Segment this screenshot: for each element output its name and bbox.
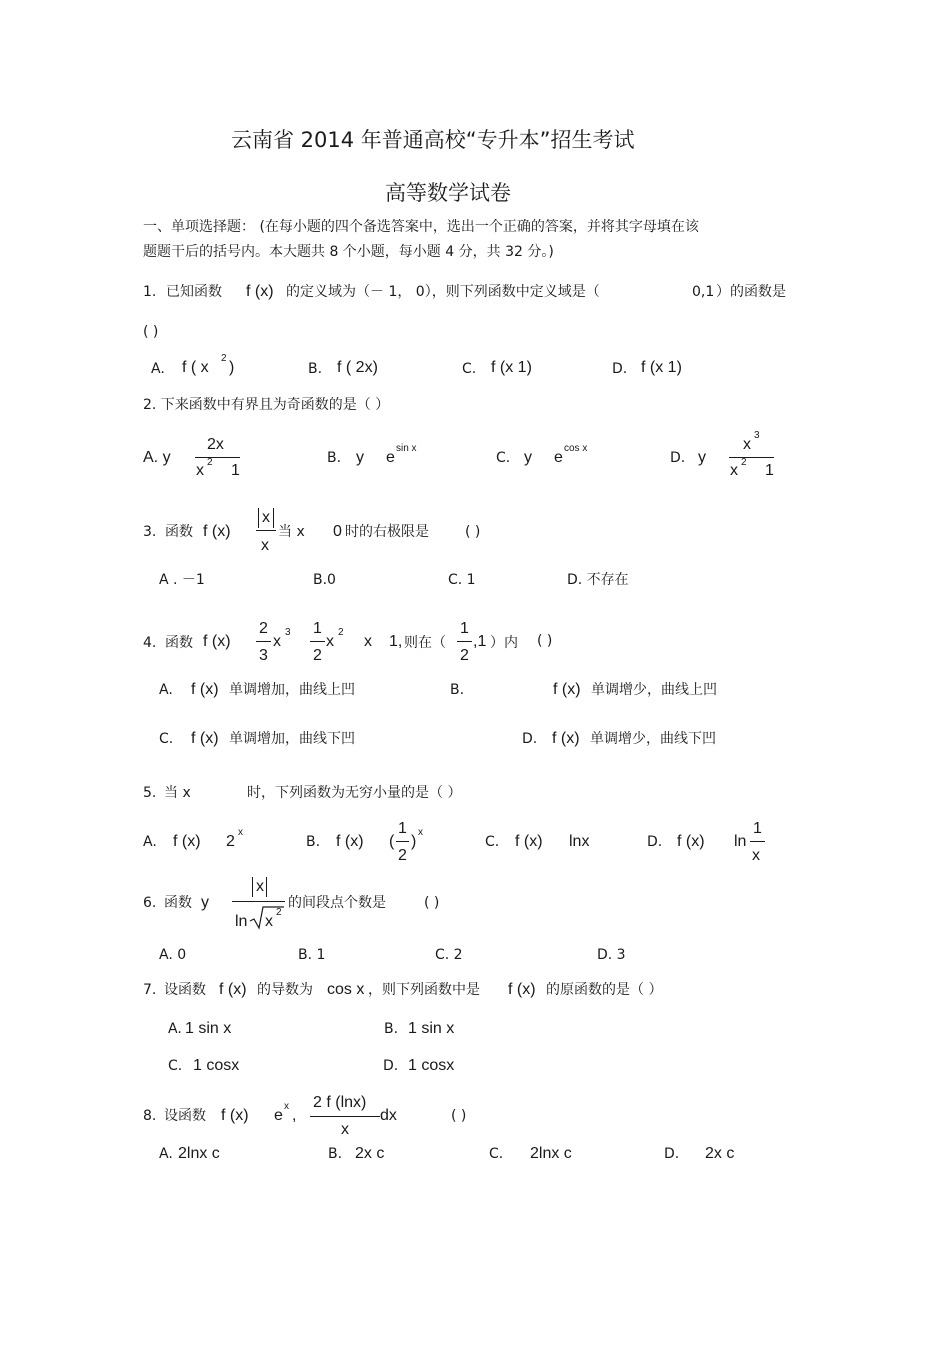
q6-number: 6. — [143, 895, 157, 911]
q6-abs-x: x — [256, 878, 264, 895]
exam-title: 云南省 2014 年普通高校“专升本”招生考试 — [231, 128, 635, 152]
q5-option-d-ln: ln — [734, 833, 747, 850]
q7-cos: cos x — [327, 981, 365, 998]
q4-x-linear: x — [364, 633, 372, 650]
q7-option-b: 1 sin x — [408, 1020, 455, 1037]
q6-option-b: B. 1 — [298, 947, 326, 963]
q3-denominator: x — [261, 537, 269, 554]
q7-option-d-label: D. — [383, 1058, 399, 1074]
q5-option-b-num: 1 — [398, 820, 407, 837]
q3-option-c: C. 1 — [448, 572, 476, 588]
q2-option-d-label: D. — [670, 450, 686, 466]
q3-abs-left — [258, 508, 259, 528]
q7-option-d: 1 cosx — [408, 1057, 455, 1074]
q6-y: y — [201, 894, 209, 911]
q2-option-a-den-sup: 2 — [207, 457, 213, 468]
q6-radicand: x — [265, 913, 273, 930]
q1-stem-mid: 的定义域为（－ 1， 0），则下列函数中定义域是（ — [286, 284, 600, 300]
q2-option-c-exponent: cos x — [564, 443, 588, 454]
q1-domain: 0,1 — [692, 284, 715, 300]
q1-option-b-label: B. — [308, 361, 323, 377]
q4-interval-den: 2 — [460, 647, 469, 664]
q2-option-c-y: y — [524, 449, 532, 466]
q2-option-d-numerator: x — [743, 436, 751, 453]
section-instructions-line2: 题题干后的括号内。本大题共 8 个小题，每小题 4 分，共 32 分。) — [143, 244, 554, 260]
q5-stem-pre: 当 x — [164, 785, 191, 801]
q8-e: e — [274, 1107, 283, 1124]
q4-option-a-fx: f (x) — [191, 681, 219, 698]
q8-integrand-num: 2 f (lnx) — [313, 1094, 367, 1111]
q4-interval-end: ,1 — [473, 633, 487, 650]
q2-option-d-denominator: x — [730, 462, 738, 479]
q2-option-a-denominator: x — [196, 462, 204, 479]
q3-stem-post: 时的右极限是 — [345, 524, 429, 540]
q8-option-c: 2lnx c — [530, 1145, 572, 1162]
q4-option-c-fx: f (x) — [191, 730, 219, 747]
q4-x-squared: x — [326, 633, 334, 650]
q2-option-b-label: B. — [327, 450, 342, 466]
q1-option-d-label: D. — [612, 361, 628, 377]
q8-fx: f (x) — [221, 1107, 249, 1124]
q4-answer-paren: ( ) — [537, 633, 553, 649]
q5-option-b-label: B. — [306, 834, 321, 850]
q8-option-d-label: D. — [664, 1146, 680, 1162]
q4-coef1-num: 2 — [259, 620, 268, 637]
q5-option-c-label: C. — [485, 834, 500, 850]
q6-option-a: A. 0 — [159, 947, 187, 963]
q4-option-d: 单调增少，曲线下凹 — [590, 731, 716, 747]
q3-answer-paren: ( ) — [465, 524, 481, 540]
q1-option-a-sup: 2 — [221, 353, 227, 364]
q5-option-c-fx: f (x) — [515, 833, 543, 850]
q8-dx: dx — [380, 1107, 397, 1124]
q2-option-c-label: C. — [496, 450, 511, 466]
q2-option-c-e: e — [554, 449, 563, 466]
q5-option-d-den: x — [752, 847, 760, 864]
q4-x-cubed-sup: 3 — [285, 627, 291, 638]
q4-option-c: 单调增加，曲线下凹 — [229, 731, 355, 747]
q1-fx: f (x) — [246, 283, 274, 300]
q7-option-a: 1 sin x — [185, 1020, 232, 1037]
q1-number: 1. — [143, 284, 157, 300]
q7-option-b-label: B. — [384, 1021, 399, 1037]
q2-option-d-y: y — [698, 449, 706, 466]
q3-fraction-bar — [256, 530, 276, 531]
q7-option-c-label: C. — [168, 1058, 183, 1074]
q1-option-d: f (x 1) — [641, 359, 682, 376]
q8-integrand-den: x — [341, 1121, 349, 1138]
q3-stem-pre: 函数 — [165, 524, 193, 540]
q8-number: 8. — [143, 1108, 157, 1124]
q4-fx: f (x) — [203, 633, 231, 650]
q3-option-d: D. 不存在 — [567, 572, 629, 588]
q3-option-b: B.0 — [313, 572, 336, 588]
q5-option-a-base: 2 — [226, 833, 235, 850]
q1-option-a-pre: f ( x — [182, 359, 209, 376]
q7-option-a-label: A. — [168, 1021, 182, 1037]
q6-option-d: D. 3 — [597, 947, 626, 963]
q5-option-b-den: 2 — [398, 847, 407, 864]
q8-option-a-label: A. — [159, 1146, 173, 1162]
q8-option-d: 2x c — [705, 1145, 735, 1162]
q4-option-d-fx: f (x) — [552, 730, 580, 747]
q6-stem-post: 的间段点个数是 — [288, 895, 386, 911]
q7-stem-mid: 的导数为 — [257, 982, 313, 998]
q4-coef2-bar — [310, 641, 325, 642]
q3-when: 当 x — [278, 524, 305, 540]
q8-e-sup: x — [284, 1101, 289, 1112]
q5-option-a-exponent: x — [238, 827, 243, 838]
q5-option-a-label: A. — [143, 834, 157, 850]
q8-stem-pre: 设函数 — [164, 1108, 206, 1124]
q1-option-c-label: C. — [462, 361, 477, 377]
q6-abs-left — [252, 877, 253, 897]
q1-option-a-label: A. — [151, 361, 165, 377]
q7-stem-pre: 设函数 — [164, 982, 206, 998]
q7-stem-mid2: ，则下列函数中是 — [368, 982, 480, 998]
q3-option-a: A . －1 — [159, 572, 205, 588]
q3-zero: 0 — [333, 523, 342, 540]
q8-option-c-label: C. — [489, 1146, 504, 1162]
paper-subtitle: 高等数学试卷 — [385, 181, 511, 205]
q2-option-b-exponent: sin x — [396, 443, 417, 454]
q8-option-b: 2x c — [355, 1145, 385, 1162]
q1-option-c: f (x 1) — [491, 359, 532, 376]
q3-fx: f (x) — [203, 523, 231, 540]
q5-option-d-num: 1 — [753, 820, 762, 837]
q5-option-d-fx: f (x) — [677, 833, 705, 850]
q4-x-squared-sup: 2 — [338, 627, 344, 638]
q5-option-b-lparen: ( — [389, 833, 395, 850]
q2-option-b-y: y — [356, 449, 364, 466]
q4-option-c-label: C. — [159, 731, 174, 747]
q4-coef1-bar — [256, 641, 271, 642]
q6-fraction-bar — [232, 901, 285, 902]
q4-then: 则在（ — [404, 635, 446, 651]
q8-comma: , — [292, 1107, 297, 1124]
q1-option-b: f ( 2x) — [337, 359, 378, 376]
q7-stem-post: 的原函数的是（ ） — [546, 982, 663, 998]
section-instructions-line1: 一、单项选择题： (在每小题的四个备选答案中，选出一个正确的答案，并将其字母填在该 — [143, 219, 699, 235]
q7-fx1: f (x) — [219, 981, 247, 998]
q2-option-b-e: e — [386, 449, 395, 466]
q5-number: 5. — [143, 785, 157, 801]
q1-stem-post: ）的函数是 — [716, 284, 786, 300]
q6-answer-paren: ( ) — [424, 895, 440, 911]
q4-option-b-label: B. — [450, 682, 465, 698]
q8-option-b-label: B. — [328, 1146, 343, 1162]
q4-option-a-label: A. — [159, 682, 173, 698]
q5-option-b-rparen: ) — [411, 833, 417, 850]
q5-option-d-label: D. — [647, 834, 663, 850]
q4-option-b-fx: f (x) — [553, 681, 581, 698]
q6-option-c: C. 2 — [435, 947, 463, 963]
q4-option-a: 单调增加，曲线上凹 — [229, 682, 355, 698]
q5-option-b-exponent: x — [418, 827, 423, 838]
q8-integrand-bar — [310, 1116, 380, 1117]
q4-coef1-den: 3 — [259, 647, 268, 664]
q4-coef2-num: 1 — [313, 620, 322, 637]
q2-option-a-numerator: 2x — [207, 436, 224, 453]
q8-answer-paren: ( ) — [451, 1108, 467, 1124]
q2-option-d-den-sup: 2 — [741, 457, 747, 468]
q6-radicand-sup: 2 — [276, 907, 282, 918]
q4-stem-pre: 函数 — [165, 635, 193, 651]
q3-abs-x: x — [262, 509, 270, 526]
q5-option-d-bar — [750, 841, 765, 842]
q1-stem-pre: 已知函数 — [166, 284, 222, 300]
q2-option-a-label: A. y — [143, 449, 171, 466]
q6-stem-pre: 函数 — [164, 895, 192, 911]
q6-abs-right — [266, 877, 267, 897]
q4-constant: 1, — [389, 633, 403, 650]
q3-number: 3. — [143, 524, 157, 540]
q4-stem-post: ）内 — [490, 635, 518, 651]
q6-ln: ln — [235, 913, 248, 930]
q3-abs-right — [273, 508, 274, 528]
q7-fx2: f (x) — [508, 981, 536, 998]
q5-stem-post: 时，下列函数为无穷小量的是（ ） — [247, 785, 462, 801]
q7-option-c: 1 cosx — [193, 1057, 240, 1074]
q4-x-cubed: x — [273, 633, 281, 650]
q2-option-a-fraction-bar — [195, 457, 240, 458]
q1-option-a-post: ) — [229, 359, 235, 376]
q2-stem: 2. 下来函数中有界且为奇函数的是（ ） — [143, 397, 390, 413]
q4-interval-num: 1 — [460, 620, 469, 637]
q2-option-d-fraction-bar — [729, 457, 774, 458]
q1-answer-paren: ( ) — [143, 324, 159, 340]
q4-coef2-den: 2 — [313, 647, 322, 664]
q2-option-d-den-const: 1 — [765, 462, 774, 479]
q5-option-b-bar — [396, 841, 409, 842]
q2-option-d-num-sup: 3 — [754, 430, 760, 441]
q7-number: 7. — [143, 982, 157, 998]
q8-option-a: 2lnx c — [178, 1145, 220, 1162]
q4-option-b: 单调增少，曲线上凹 — [591, 682, 717, 698]
q5-option-a-fx: f (x) — [173, 833, 201, 850]
q2-option-a-den-const: 1 — [231, 462, 240, 479]
q4-number: 4. — [143, 635, 157, 651]
q4-interval-bar — [457, 641, 472, 642]
q5-option-b-fx: f (x) — [336, 833, 364, 850]
q4-option-d-label: D. — [522, 731, 538, 747]
q5-option-c: lnx — [569, 833, 590, 850]
